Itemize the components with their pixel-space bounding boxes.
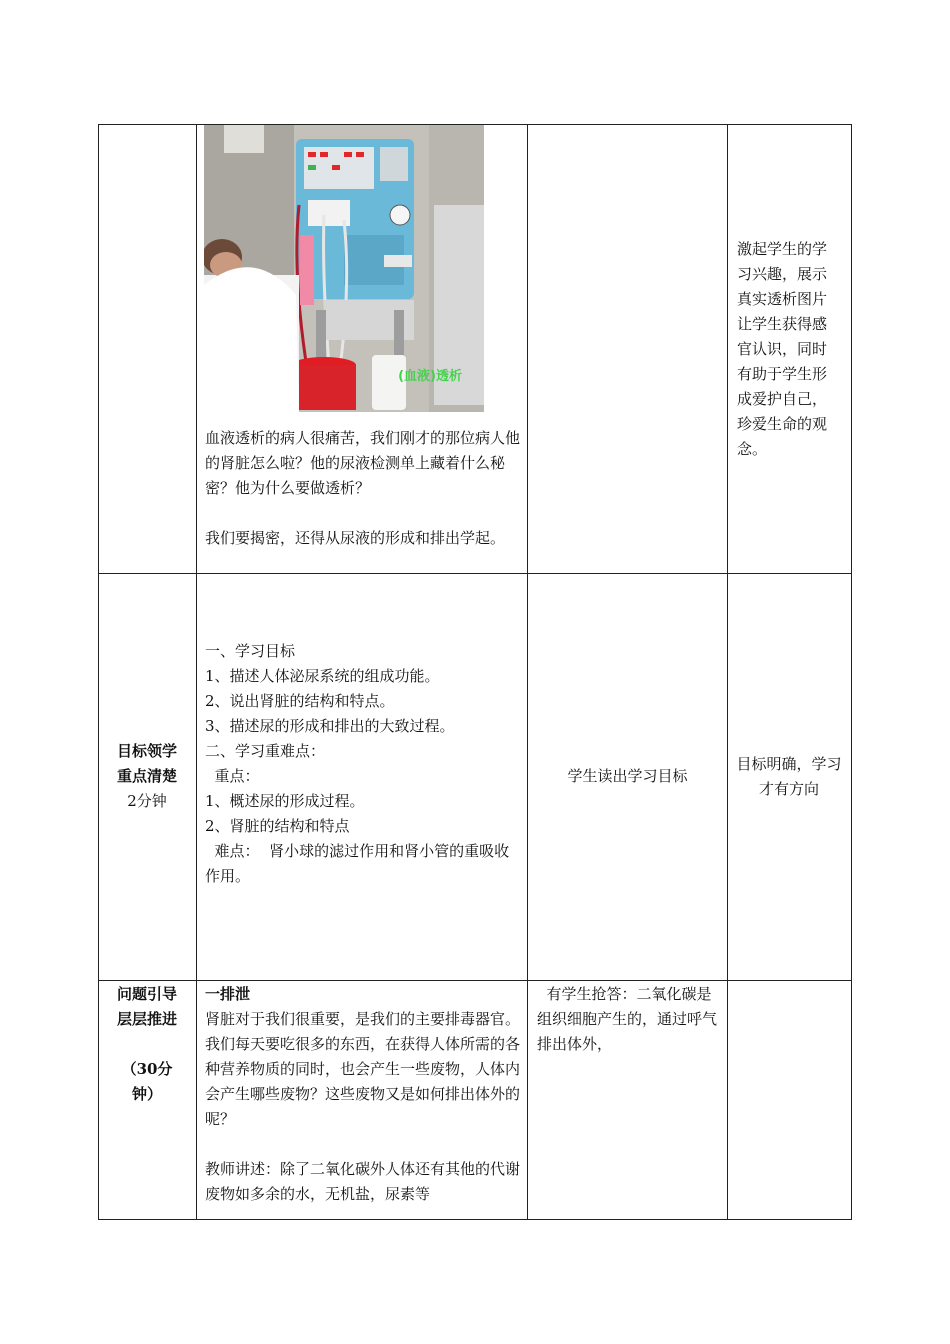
dialysis-photo (204, 125, 484, 412)
row2-stage (98, 739, 196, 814)
content-line: 难点： 肾小球的滤过作用和肾小管的重吸收作用。 (205, 842, 510, 885)
paragraph: 血液透析的病人很痛苦，我们刚才的那位病人他的肾脏怎么啦？他的尿液检测单上藏着什么秘密？他为什么要做透析？ (205, 429, 521, 497)
student-activity-text: 学生读出学习目标 (567, 767, 688, 785)
student-activity-text: 有学生抢答：二氧化碳是组织细胞产生的，通过呼气排出体外， (537, 985, 718, 1053)
stage-line: 重点清楚 (116, 767, 177, 785)
paragraph: 肾脏对于我们很重要，是我们的主要排毒器官。我们每天要吃很多的东西，在获得人体所需的各种营养物质的同时，也会产生一些废物，人体内会产生哪些废物？这些废物又是如何排出体外的呢？ (205, 1010, 521, 1128)
row3-stage (98, 982, 196, 1107)
stage-line: 目标领学 (116, 742, 177, 760)
stage-time: 2分钟 (127, 792, 167, 810)
content-line: 3、描述尿的形成和排出的大致过程。 (205, 717, 455, 735)
row-divider-1 (98, 573, 852, 574)
content-line: 1、概述尿的形成过程。 (205, 792, 365, 810)
row1-content (205, 426, 523, 551)
content-line: 1、描述人体泌尿系统的组成功能。 (205, 667, 440, 685)
paragraph (205, 1132, 523, 1157)
photo-caption: (血液)透析 (398, 369, 462, 384)
row2-content (205, 639, 523, 889)
column-divider-1 (196, 124, 197, 1220)
content-line: 2、肾脏的结构和特点 (205, 817, 350, 835)
stage-time: 钟） (131, 1085, 162, 1103)
row1-design-intent (737, 237, 841, 462)
design-intent-text: 激起学生的学习兴趣，展示真实透析图片让学生获得感官认识，同时有助于学生形成爱护自己，珍爱生命的观念。 (737, 240, 828, 458)
table-bottom-border (98, 1219, 852, 1220)
stage-line: 问题引导 (116, 985, 177, 1003)
content-line: 2、说出肾脏的结构和特点。 (205, 692, 395, 710)
paragraph: 教师讲述：除了二氧化碳外人体还有其他的代谢废物如多余的水，无机盐，尿素等 (205, 1160, 521, 1203)
row3-student-activity (537, 982, 721, 1057)
row-divider-2 (98, 980, 852, 981)
paragraph (205, 501, 523, 526)
stage-line: 层层推进 (116, 1010, 177, 1028)
design-intent-text: 目标明确，学习才有方向 (736, 755, 842, 798)
content-line: 重点： (205, 767, 260, 785)
column-divider-2 (527, 124, 528, 1220)
section-heading: 一排泄 (205, 985, 251, 1003)
row2-design-intent (735, 752, 843, 802)
paragraph: 我们要揭密，还得从尿液的形成和排出学起。 (205, 529, 506, 547)
content-line: 一、学习目标 (205, 642, 296, 660)
row2-student-activity (528, 764, 727, 789)
table-right-border (851, 124, 852, 1220)
column-divider-3 (727, 124, 728, 1220)
content-line: 二、学习重难点： (205, 742, 326, 760)
row3-content (205, 982, 523, 1207)
spacer (98, 1032, 196, 1057)
stage-time: （30分 (121, 1060, 173, 1078)
